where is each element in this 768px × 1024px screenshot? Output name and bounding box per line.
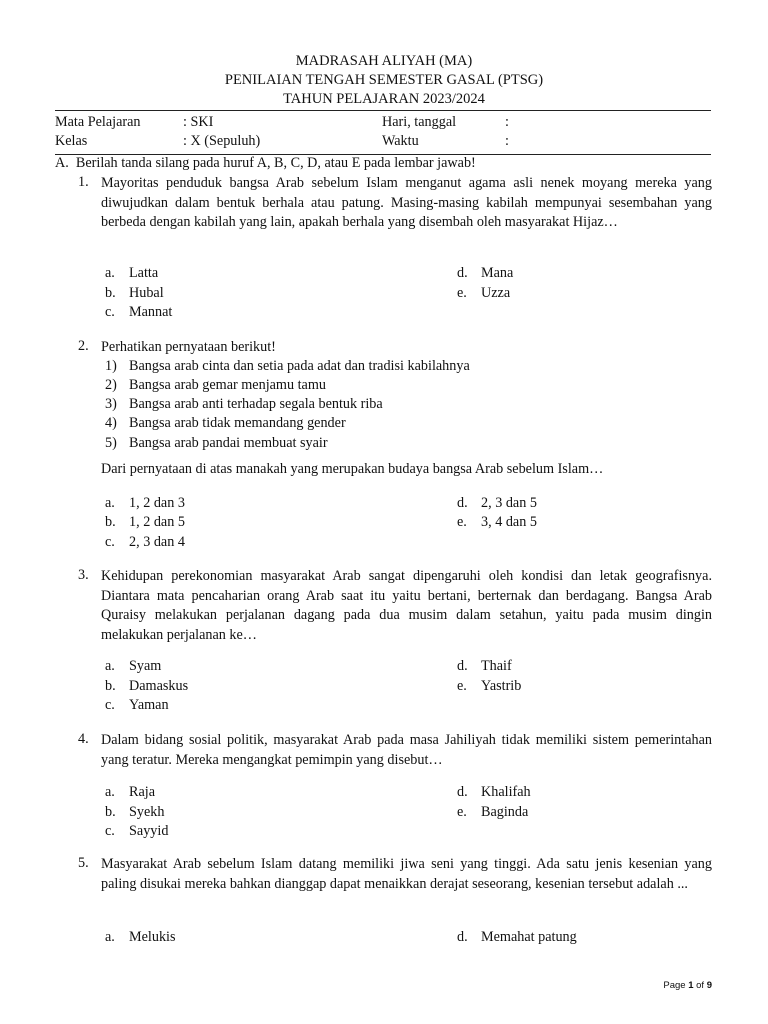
question-2 (78, 338, 712, 358)
option-c[interactable]: c. 2, 3 dan 4 (105, 534, 185, 550)
question-text: Kehidupan perekonomian masyarakat Arab sangat dipengaruhi oleh kondisi dan letak geografisnya. Diantara mata pencaharian orang Arab saat itu yaitu bertani, berternak dan berdagang. Bangsa Arab Quraisy melakukan perjalanan dagang pada dua musim dalam setahun, yaitu pada musim dingin melakukan perjalanan ke… (101, 568, 712, 643)
exam-info-table (55, 110, 711, 155)
time-label: Waktu (382, 133, 419, 149)
option-a[interactable]: a. Raja (105, 784, 155, 800)
option-e[interactable]: e. 3, 4 dan 5 (457, 514, 537, 530)
question-number: 1. (78, 174, 89, 190)
subject-label: Mata Pelajaran (55, 114, 141, 130)
question-text: Perhatikan pernyataan berikut! (101, 339, 276, 355)
option-d[interactable]: d. Thaif (457, 658, 512, 674)
option-c[interactable]: c. Mannat (105, 304, 173, 320)
subject-value: : SKI (183, 114, 214, 130)
question-number: 5. (78, 855, 89, 871)
page-number: Page 1 of 9 (663, 980, 712, 991)
statement-item: 2) Bangsa arab gemar menjamu tamu (105, 377, 326, 393)
question-number: 2. (78, 338, 89, 354)
question-text: Mayoritas penduduk bangsa Arab sebelum Islam menganut agama asli nenek moyang mereka yang diwujudkan dalam bentuk berhala atau patung. Masing-masing kabilah mempunyai sesembahan yang berbeda dengan kabilah yang lain, apakah berhala yang disembah oleh masyarakat Hijaz… (101, 175, 712, 230)
question-1 (78, 174, 712, 233)
option-a[interactable]: a. Melukis (105, 929, 176, 945)
statement-item: 5) Bangsa arab pandai membuat syair (105, 435, 328, 451)
question-number: 4. (78, 731, 89, 747)
academic-year: TAHUN PELAJARAN 2023/2024 (283, 91, 485, 107)
option-a[interactable]: a. Syam (105, 658, 162, 674)
class-label: Kelas (55, 133, 88, 149)
statement-item: 1) Bangsa arab cinta dan setia pada adat dan tradisi kabilahnya (105, 358, 470, 374)
section-a-instruction: A. Berilah tanda silang pada huruf A, B, C, D, atau E pada lembar jawab! (55, 155, 476, 171)
date-label: Hari, tanggal (382, 114, 457, 130)
question-5 (78, 855, 712, 894)
question-followup: Dari pernyataan di atas manakah yang merupakan budaya bangsa Arab sebelum Islam… (101, 461, 604, 477)
option-d[interactable]: d. Khalifah (457, 784, 531, 800)
exam-header (0, 52, 768, 109)
question-text: Masyarakat Arab sebelum Islam datang memiliki jiwa seni yang tinggi. Ada satu jenis kesenian yang paling disukai mereka bahkan dianggap dapat menaikkan derajat seseorang, kesenian tersebut adalah ... (101, 856, 712, 892)
statement-item: 4) Bangsa arab tidak memandang gender (105, 415, 346, 431)
option-b[interactable]: b. Damaskus (105, 678, 189, 694)
question-text: Dalam bidang sosial politik, masyarakat Arab pada masa Jahiliyah tidak memiliki sistem pemerintahan yang teratur. Mereka mengangkat pemimpin yang disebut… (101, 732, 712, 768)
option-e[interactable]: e. Yastrib (457, 678, 522, 694)
option-b[interactable]: b. Hubal (105, 285, 164, 301)
option-a[interactable]: a. Latta (105, 265, 159, 281)
question-3 (78, 567, 712, 645)
option-b[interactable]: b. Syekh (105, 804, 165, 820)
class-value: : X (Sepuluh) (183, 133, 261, 149)
option-e[interactable]: e. Uzza (457, 285, 511, 301)
option-e[interactable]: e. Baginda (457, 804, 529, 820)
option-c[interactable]: c. Yaman (105, 697, 169, 713)
option-a[interactable]: a. 1, 2 dan 3 (105, 495, 185, 511)
statement-item: 3) Bangsa arab anti terhadap segala bentuk riba (105, 396, 383, 412)
question-number: 3. (78, 567, 89, 583)
option-c[interactable]: c. Sayyid (105, 823, 169, 839)
question-4 (78, 731, 712, 770)
exam-title: PENILAIAN TENGAH SEMESTER GASAL (PTSG) (224, 72, 544, 88)
option-d[interactable]: d. Mana (457, 265, 514, 281)
date-value: : (505, 114, 509, 130)
option-d[interactable]: d. Memahat patung (457, 929, 577, 945)
option-d[interactable]: d. 2, 3 dan 5 (457, 495, 537, 511)
option-b[interactable]: b. 1, 2 dan 5 (105, 514, 185, 530)
school-name: MADRASAH ALIYAH (MA) (295, 53, 473, 69)
time-value: : (505, 133, 509, 149)
